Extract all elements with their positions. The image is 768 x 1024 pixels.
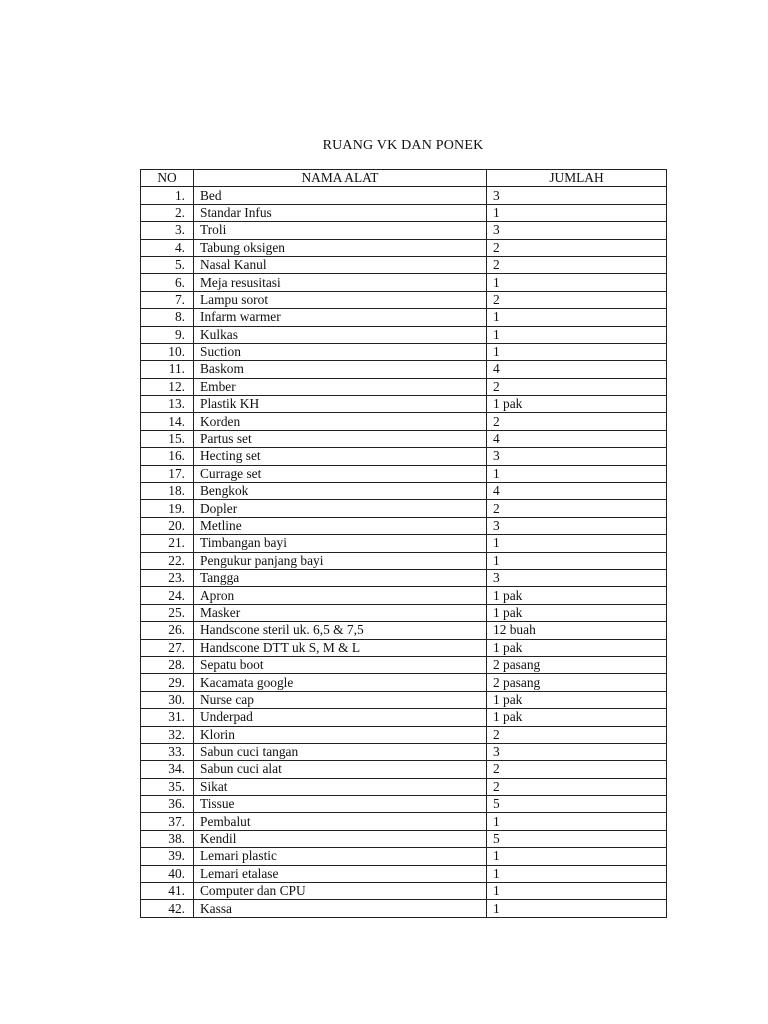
item-number: 19. (141, 500, 194, 517)
table-row (141, 778, 667, 795)
item-name: Korden (194, 413, 487, 430)
item-name: Nurse cap (194, 691, 487, 708)
table-row (141, 483, 667, 500)
item-number: 7. (141, 291, 194, 308)
table-row (141, 674, 667, 691)
item-quantity: 4 (487, 361, 667, 378)
item-name: Computer dan CPU (194, 883, 487, 900)
item-name: Plastik KH (194, 396, 487, 413)
item-number: 34. (141, 761, 194, 778)
item-number: 27. (141, 639, 194, 656)
table-body (141, 187, 667, 917)
header-qty: JUMLAH (487, 170, 667, 187)
table-row (141, 622, 667, 639)
item-name: Lemari etalase (194, 865, 487, 882)
item-number: 40. (141, 865, 194, 882)
table-row (141, 848, 667, 865)
item-name: Masker (194, 604, 487, 621)
item-quantity: 2 (487, 291, 667, 308)
table-row (141, 535, 667, 552)
item-number: 12. (141, 378, 194, 395)
table-row (141, 239, 667, 256)
table-row (141, 361, 667, 378)
item-name: Handscone steril uk. 6,5 & 7,5 (194, 622, 487, 639)
table-row (141, 830, 667, 847)
item-name: Apron (194, 587, 487, 604)
item-quantity: 1 pak (487, 639, 667, 656)
item-number: 30. (141, 691, 194, 708)
item-quantity: 2 (487, 778, 667, 795)
item-quantity: 2 (487, 500, 667, 517)
item-quantity: 2 (487, 413, 667, 430)
item-name: Kendil (194, 830, 487, 847)
item-name: Partus set (194, 430, 487, 447)
table-row (141, 396, 667, 413)
table-row (141, 743, 667, 760)
table-row (141, 883, 667, 900)
item-name: Nasal Kanul (194, 256, 487, 273)
item-name: Sabun cuci alat (194, 761, 487, 778)
item-name: Infarm warmer (194, 309, 487, 326)
table-row (141, 604, 667, 621)
item-name: Pembalut (194, 813, 487, 830)
table-row (141, 326, 667, 343)
item-number: 4. (141, 239, 194, 256)
item-name: Sikat (194, 778, 487, 795)
table-row (141, 204, 667, 221)
item-name: Ember (194, 378, 487, 395)
item-number: 29. (141, 674, 194, 691)
table-row (141, 256, 667, 273)
item-quantity: 1 (487, 900, 667, 917)
item-number: 38. (141, 830, 194, 847)
table-row (141, 796, 667, 813)
item-quantity: 1 (487, 326, 667, 343)
table-row (141, 552, 667, 569)
item-name: Tangga (194, 569, 487, 586)
item-number: 26. (141, 622, 194, 639)
table-row (141, 813, 667, 830)
item-name: Troli (194, 222, 487, 239)
item-number: 31. (141, 709, 194, 726)
item-name: Dopler (194, 500, 487, 517)
document-title: RUANG VK DAN PONEK (322, 138, 484, 153)
item-name: Sabun cuci tangan (194, 743, 487, 760)
item-name: Timbangan bayi (194, 535, 487, 552)
table-row (141, 865, 667, 882)
item-quantity: 3 (487, 517, 667, 534)
header-name: NAMA ALAT (194, 170, 487, 187)
item-name: Kassa (194, 900, 487, 917)
table-row (141, 222, 667, 239)
item-quantity: 2 (487, 378, 667, 395)
item-quantity: 1 pak (487, 396, 667, 413)
item-number: 9. (141, 326, 194, 343)
table-row (141, 378, 667, 395)
item-number: 17. (141, 465, 194, 482)
item-number: 33. (141, 743, 194, 760)
item-name: Hecting set (194, 448, 487, 465)
item-name: Metline (194, 517, 487, 534)
item-quantity: 1 pak (487, 587, 667, 604)
item-number: 21. (141, 535, 194, 552)
table-row (141, 291, 667, 308)
item-quantity: 1 (487, 552, 667, 569)
item-number: 39. (141, 848, 194, 865)
table-row (141, 691, 667, 708)
item-quantity: 2 (487, 256, 667, 273)
item-quantity: 1 (487, 309, 667, 326)
item-name: Tissue (194, 796, 487, 813)
table-row (141, 656, 667, 673)
item-quantity: 5 (487, 796, 667, 813)
item-number: 28. (141, 656, 194, 673)
item-quantity: 1 (487, 343, 667, 360)
item-name: Kacamata google (194, 674, 487, 691)
item-quantity: 3 (487, 187, 667, 204)
table-header-row (141, 170, 667, 187)
item-number: 15. (141, 430, 194, 447)
item-number: 1. (141, 187, 194, 204)
item-number: 6. (141, 274, 194, 291)
item-number: 11. (141, 361, 194, 378)
item-quantity: 1 (487, 813, 667, 830)
item-name: Tabung oksigen (194, 239, 487, 256)
item-quantity: 2 pasang (487, 656, 667, 673)
item-quantity: 1 (487, 465, 667, 482)
item-name: Sepatu boot (194, 656, 487, 673)
item-number: 3. (141, 222, 194, 239)
item-quantity: 2 (487, 761, 667, 778)
table-row (141, 500, 667, 517)
table-row (141, 639, 667, 656)
item-name: Kulkas (194, 326, 487, 343)
item-quantity: 1 (487, 865, 667, 882)
item-name: Bed (194, 187, 487, 204)
item-number: 35. (141, 778, 194, 795)
table-row (141, 900, 667, 917)
item-quantity: 1 (487, 274, 667, 291)
table-row (141, 761, 667, 778)
table-row (141, 309, 667, 326)
item-number: 18. (141, 483, 194, 500)
item-quantity: 3 (487, 448, 667, 465)
item-name: Bengkok (194, 483, 487, 500)
table-row (141, 343, 667, 360)
item-number: 2. (141, 204, 194, 221)
item-number: 24. (141, 587, 194, 604)
item-name: Baskom (194, 361, 487, 378)
item-number: 37. (141, 813, 194, 830)
item-name: Lemari plastic (194, 848, 487, 865)
table-row (141, 274, 667, 291)
item-quantity: 3 (487, 743, 667, 760)
item-name: Standar Infus (194, 204, 487, 221)
table-row (141, 569, 667, 586)
item-number: 16. (141, 448, 194, 465)
item-quantity: 1 (487, 204, 667, 221)
inventory-table (140, 169, 667, 918)
item-quantity: 3 (487, 569, 667, 586)
item-name: Suction (194, 343, 487, 360)
item-quantity: 3 (487, 222, 667, 239)
item-quantity: 4 (487, 430, 667, 447)
item-number: 32. (141, 726, 194, 743)
item-quantity: 1 pak (487, 604, 667, 621)
table-row (141, 465, 667, 482)
item-number: 20. (141, 517, 194, 534)
item-number: 25. (141, 604, 194, 621)
table-row (141, 187, 667, 204)
table-row (141, 413, 667, 430)
item-number: 14. (141, 413, 194, 430)
item-number: 23. (141, 569, 194, 586)
item-quantity: 4 (487, 483, 667, 500)
item-quantity: 2 (487, 726, 667, 743)
item-number: 10. (141, 343, 194, 360)
item-quantity: 1 (487, 535, 667, 552)
item-name: Meja resusitasi (194, 274, 487, 291)
table-row (141, 709, 667, 726)
item-name: Klorin (194, 726, 487, 743)
table-row (141, 587, 667, 604)
item-quantity: 12 buah (487, 622, 667, 639)
item-quantity: 1 (487, 883, 667, 900)
item-name: Pengukur panjang bayi (194, 552, 487, 569)
item-number: 42. (141, 900, 194, 917)
item-quantity: 1 pak (487, 709, 667, 726)
table-row (141, 430, 667, 447)
header-no: NO (141, 170, 194, 187)
item-quantity: 1 pak (487, 691, 667, 708)
item-number: 36. (141, 796, 194, 813)
item-name: Lampu sorot (194, 291, 487, 308)
item-quantity: 1 (487, 848, 667, 865)
item-name: Currage set (194, 465, 487, 482)
item-number: 41. (141, 883, 194, 900)
item-quantity: 2 pasang (487, 674, 667, 691)
item-quantity: 2 (487, 239, 667, 256)
table-row (141, 517, 667, 534)
item-number: 13. (141, 396, 194, 413)
item-number: 5. (141, 256, 194, 273)
item-name: Handscone DTT uk S, M & L (194, 639, 487, 656)
item-quantity: 5 (487, 830, 667, 847)
table-row (141, 726, 667, 743)
item-number: 8. (141, 309, 194, 326)
item-number: 22. (141, 552, 194, 569)
table-row (141, 448, 667, 465)
item-name: Underpad (194, 709, 487, 726)
